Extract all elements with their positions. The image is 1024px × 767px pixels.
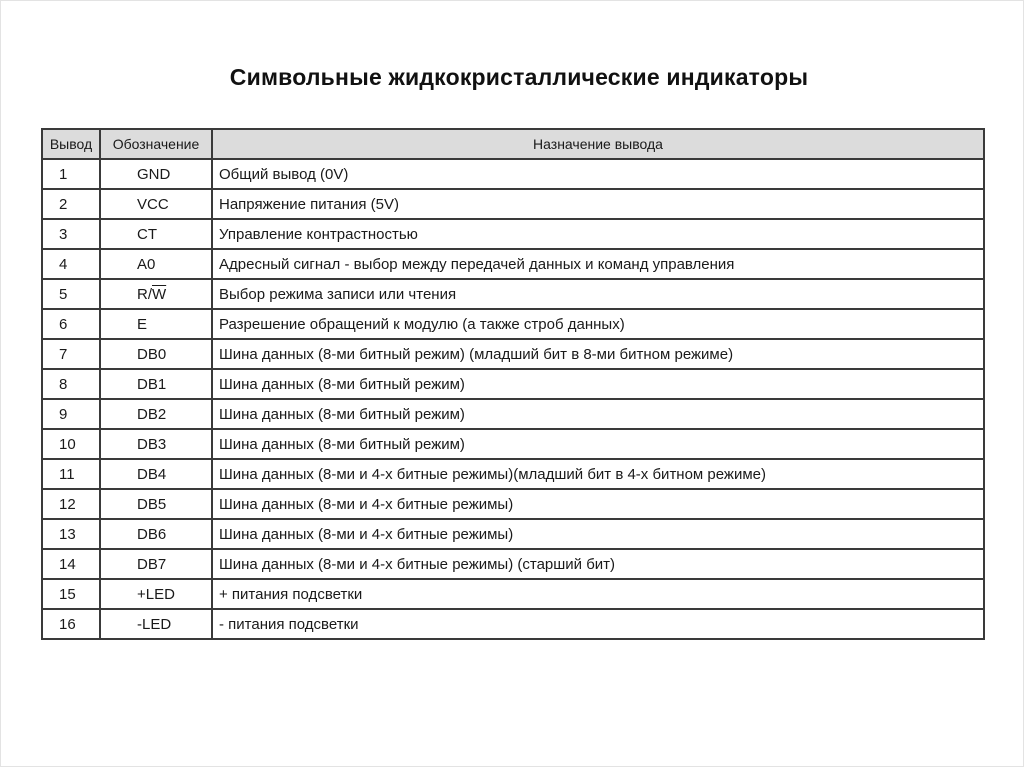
pin-designation: DB4 (100, 459, 212, 489)
pin-number: 13 (42, 519, 100, 549)
header-designation: Обозначение (100, 129, 212, 159)
table-row (42, 489, 984, 519)
pin-number: 2 (42, 189, 100, 219)
header-pin: Вывод (42, 129, 100, 159)
table-header-row (42, 129, 984, 159)
pin-number: 1 (42, 159, 100, 189)
pin-purpose: Шина данных (8-ми и 4-х битные режимы) (212, 519, 984, 549)
pin-purpose: Шина данных (8-ми битный режим) (212, 399, 984, 429)
pin-purpose: Шина данных (8-ми и 4-х битные режимы) (старший бит) (212, 549, 984, 579)
pin-designation: DB3 (100, 429, 212, 459)
table-row (42, 279, 984, 309)
pin-purpose: Шина данных (8-ми битный режим) (212, 429, 984, 459)
pin-designation: VCC (100, 189, 212, 219)
pin-designation: DB1 (100, 369, 212, 399)
table-row (42, 579, 984, 609)
table-row (42, 369, 984, 399)
table-row (42, 429, 984, 459)
pin-designation: -LED (100, 609, 212, 639)
pin-number: 12 (42, 489, 100, 519)
pin-designation: CT (100, 219, 212, 249)
pin-number: 16 (42, 609, 100, 639)
pin-number: 14 (42, 549, 100, 579)
pin-designation: DB0 (100, 339, 212, 369)
pin-designation-prefix: R/ (137, 285, 152, 303)
table-row (42, 219, 984, 249)
header-purpose: Назначение вывода (212, 129, 984, 159)
table-row (42, 189, 984, 219)
table-row (42, 549, 984, 579)
table-row (42, 459, 984, 489)
pin-purpose: Адресный сигнал - выбор между передачей данных и команд управления (212, 249, 984, 279)
pin-number: 4 (42, 249, 100, 279)
pin-designation: DB7 (100, 549, 212, 579)
pin-purpose: + питания подсветки (212, 579, 984, 609)
pin-designation: DB6 (100, 519, 212, 549)
pin-designation: E (100, 309, 212, 339)
pin-purpose: Шина данных (8-ми и 4-х битные режимы) (212, 489, 984, 519)
pin-purpose: Разрешение обращений к модулю (а также строб данных) (212, 309, 984, 339)
pin-designation: DB2 (100, 399, 212, 429)
pin-purpose: Шина данных (8-ми битный режим) (212, 369, 984, 399)
pin-number: 10 (42, 429, 100, 459)
table-row (42, 249, 984, 279)
pin-designation: GND (100, 159, 212, 189)
pin-designation: A0 (100, 249, 212, 279)
pin-designation-inverted: $\overline{W}$ (152, 285, 167, 303)
page-title: Символьные жидкокристаллические индикаторы (229, 64, 809, 90)
pin-designation: +LED (100, 579, 212, 609)
table-row (42, 159, 984, 189)
pin-purpose: Общий вывод (0V) (212, 159, 984, 189)
pin-purpose: Управление контрастностью (212, 219, 984, 249)
pin-number: 8 (42, 369, 100, 399)
pin-number: 5 (42, 279, 100, 309)
table-row (42, 339, 984, 369)
pin-purpose: Шина данных (8-ми и 4-х битные режимы)(младший бит в 4-х битном режиме) (212, 459, 984, 489)
pin-purpose: - питания подсветки (212, 609, 984, 639)
table-row (42, 609, 984, 639)
pin-purpose: Напряжение питания (5V) (212, 189, 984, 219)
pin-number: 15 (42, 579, 100, 609)
pin-designation: DB5 (100, 489, 212, 519)
pin-table (41, 128, 985, 640)
pin-purpose: Выбор режима записи или чтения (212, 279, 984, 309)
pin-purpose: Шина данных (8-ми битный режим) (младший бит в 8-ми битном режиме) (212, 339, 984, 369)
table-row (42, 519, 984, 549)
pin-number: 7 (42, 339, 100, 369)
pin-number: 3 (42, 219, 100, 249)
pin-designation (100, 279, 212, 309)
table-row (42, 399, 984, 429)
pin-number: 9 (42, 399, 100, 429)
pin-number: 11 (42, 459, 100, 489)
pin-number: 6 (42, 309, 100, 339)
table-row (42, 309, 984, 339)
